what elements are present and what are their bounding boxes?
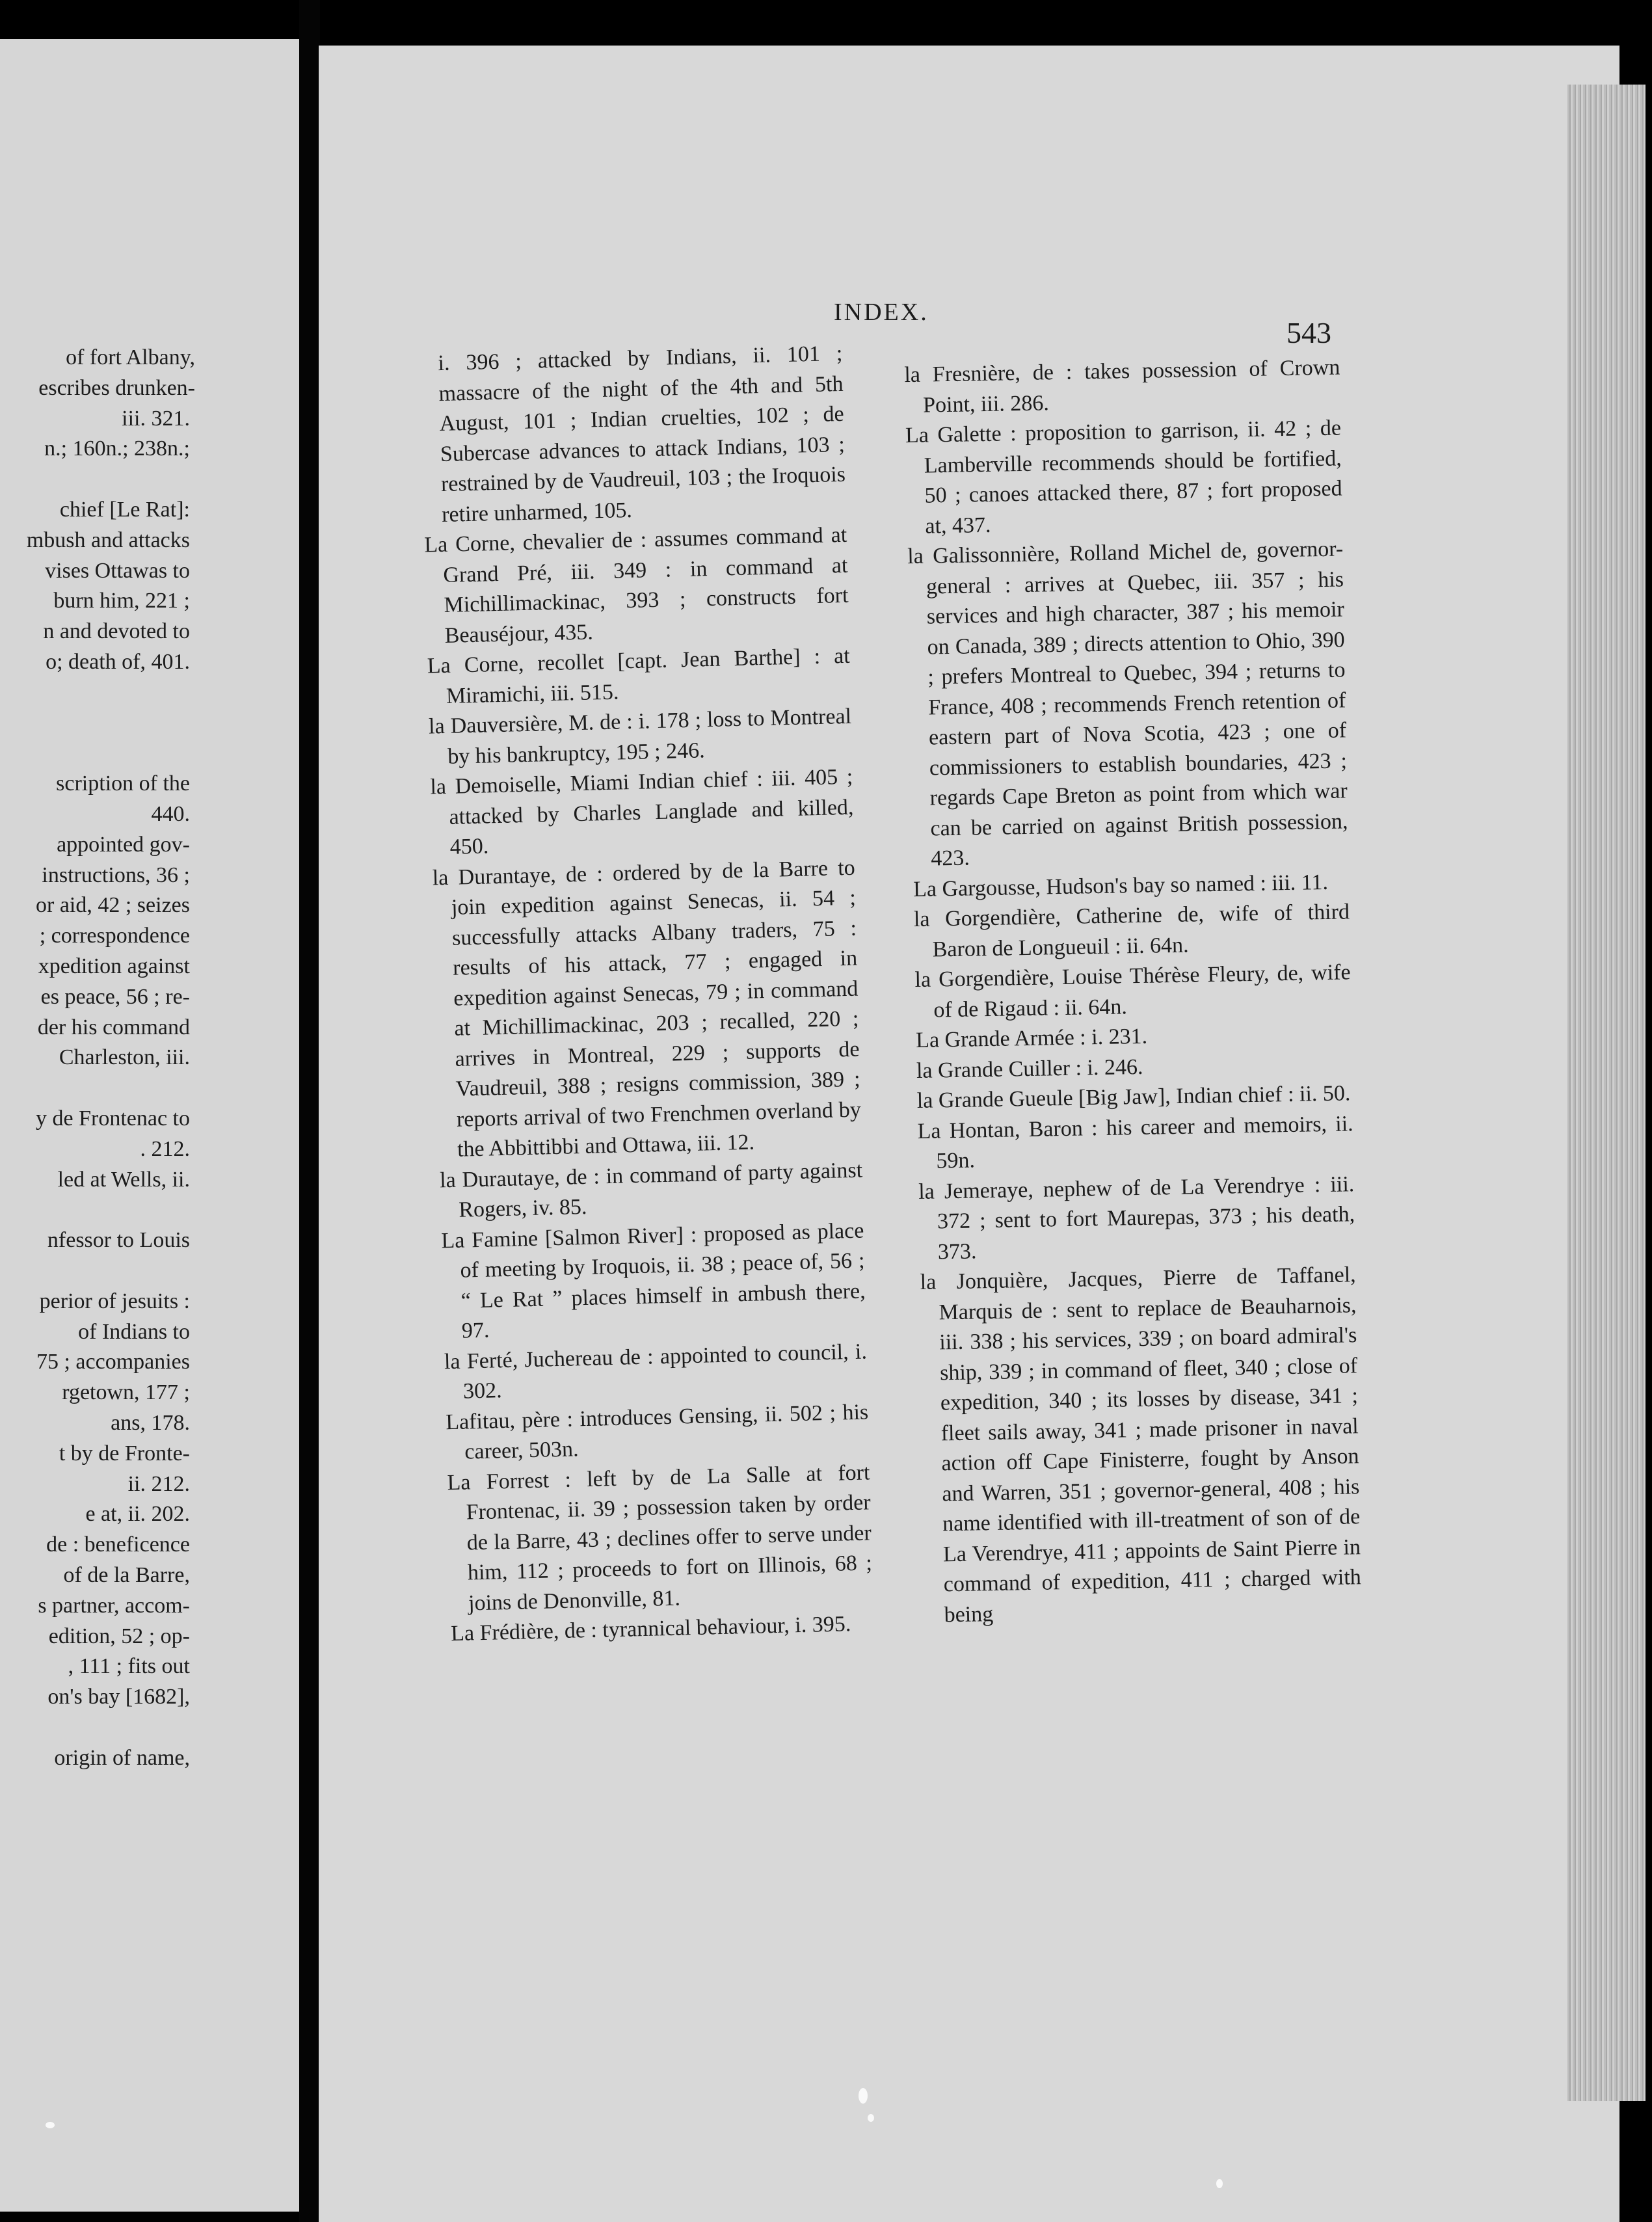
left-page-line: on's bay [1682],: [47, 1685, 190, 1709]
left-page-line: n and devoted to: [43, 619, 190, 644]
index-entry: Lafitau, père : introduces Gensing, ii. 502 ; his career, 503n.: [445, 1399, 869, 1464]
left-page-line: s partner, accom-: [38, 1593, 190, 1618]
left-page-line: n.; 160n.; 238n.;: [44, 436, 190, 461]
left-page-line: nfessor to Louis: [47, 1228, 190, 1253]
left-page-line: Charleston, iii.: [59, 1045, 190, 1070]
left-page-line: t by de Fronte-: [59, 1441, 190, 1466]
left-page-line: 440.: [151, 802, 190, 826]
previous-page-fragment: [0, 39, 299, 2212]
left-page-line: burn him, 221 ;: [53, 589, 190, 613]
left-page-line: iii. 321.: [122, 406, 190, 431]
left-page-line: instructions, 36 ;: [42, 863, 190, 887]
left-page-line: led at Wells, ii.: [57, 1167, 190, 1192]
index-column-left: [387, 339, 874, 1650]
left-page-line: perior of jesuits :: [39, 1289, 190, 1313]
index-entry: La Frédière, de : tyrannical behaviour, i. 395.: [450, 1612, 851, 1646]
index-entry: la Dauversière, M. de : i. 178 ; loss to Montreal by his bankruptcy, 195 ; 246.: [428, 704, 852, 769]
left-page-line: chief [Le Rat]:: [59, 498, 190, 522]
left-page-line: scription of the: [56, 771, 190, 796]
page-number: 543: [1286, 316, 1331, 349]
index-entry: La Forrest : left by de La Salle at fort Frontenac, ii. 39 ; possession taken by order de la Barre, 43 ; declines offer to serve under him, 112 ; proceeds to fort on Illinois, 68 ; joins de Denonville, 81.: [447, 1460, 873, 1616]
left-page-line: . 212.: [140, 1136, 190, 1161]
index-entry: La Hontan, Baron : his career and memoirs, ii. 59n.: [917, 1111, 1353, 1173]
left-page-line: xpedition against: [38, 954, 190, 978]
index-entry: La Grande Armée : i. 231.: [915, 1024, 1148, 1052]
left-page-line: der his command: [37, 1015, 190, 1039]
index-entry: i. 396 ; attacked by Indians, ii. 101 ; massacre of the night of the 4th and 5th August, 101 ; Indian cruelties, 102 ; de Subercase advances to attack Indians, 103 ; restrained by de Vaudreuil, 103 ; the Iroquois retire unharmed, 105.: [438, 341, 846, 527]
index-entry: la Grande Cuiller : i. 246.: [916, 1054, 1143, 1083]
index-entry: La Galette : proposition to garrison, ii. 42 ; de Lamberville recommends should be fortified, 50 ; canoes attacked there, 87 ; fort proposed at, 437.: [905, 416, 1342, 539]
index-entry: La Corne, chevalier de : assumes command at Grand Pré, iii. 349 : in command at Michillimackinac, 393 ; constructs fort Beauséjour, 435.: [423, 522, 849, 648]
index-column-right: [872, 353, 1362, 1631]
left-page-line: ii. 212.: [127, 1471, 190, 1496]
scan-speck: [868, 2114, 874, 2122]
left-page-line: origin of name,: [54, 1745, 190, 1770]
left-page-line: es peace, 56 ; re-: [40, 984, 190, 1009]
left-page-line: of de la Barre,: [63, 1563, 190, 1587]
index-entry: la Gorgendière, Louise Thérèse Fleury, de, wife of de Rigaud : ii. 64n.: [914, 960, 1351, 1022]
left-page-line: of fort Albany,: [66, 345, 195, 369]
left-page-line: rgetown, 177 ;: [62, 1380, 190, 1405]
scan-speck: [46, 2122, 55, 2128]
index-entry: la Gorgendière, Catherine de, wife of third Baron de Longueuil : ii. 64n.: [913, 900, 1350, 961]
left-page-line: de : beneficence: [46, 1533, 190, 1557]
left-page-line: vises Ottawas to: [45, 558, 190, 583]
scan-speck: [1216, 2179, 1223, 2188]
book-gutter: [299, 0, 320, 2222]
index-entry: la Grande Gueule [Big Jaw], Indian chief : ii. 50.: [916, 1081, 1351, 1113]
left-page-line: e at, ii. 202.: [85, 1502, 190, 1527]
left-page-line: appointed gov-: [57, 832, 190, 857]
index-entry: la Jonquière, Jacques, Pierre de Taffanel, Marquis de : sent to replace de Beauharnois, iii. 338 ; his services, 339 ; on board admiral's ship, 339 ; in command of fleet, 340 ; close of expedition, 340 ; its losses by disease, 341 ; fleet sails away, 341 ; made prisoner in naval action off Cape Finisterre, fought by Anson and Warren, 351 ; governor-general, 408 ; his name identified with ill-treatment of son of de La Verendrye, 411 ; appoints de Saint Pierre in command of expedition, 411 ; charged with being: [920, 1263, 1362, 1627]
index-entry: La Famine [Salmon River] : proposed as place of meeting by Iroquois, ii. 38 ; peace of, 56 ; “ Le Rat ” places himself in ambush there, 97.: [441, 1218, 866, 1343]
index-entry: la Jemeraye, nephew of de La Verendrye : iii. 372 ; sent to fort Maurepas, 373 ; his death, 373.: [918, 1171, 1355, 1264]
index-entry: la Durautaye, de : in command of party against Rogers, iv. 85.: [439, 1158, 863, 1222]
left-page-line: ; correspondence: [39, 924, 190, 948]
left-page-line: mbush and attacks: [26, 528, 190, 552]
index-entry: la Durantaye, de : ordered by de la Barre to join expedition against Senecas, ii. 54 ; successfully attacks Albany traders, 75 : results of his attack, 77 ; engaged in expedition against Senecas, 79 ; in command at Michillimackinac, 203 ; recalled, 220 ; arrives in Montreal, 229 ; supports de Vaudreuil, 388 ; resigns commission, 389 ; reports arrival of two Frenchmen overland by the Abbittibbi and Ottawa, iii. 12.: [432, 855, 862, 1162]
scan-speck: [859, 2088, 868, 2104]
left-page-line: or aid, 42 ; seizes: [36, 893, 190, 918]
index-entry: La Corne, recollet [capt. Jean Barthe] : at Miramichi, iii. 515.: [427, 643, 851, 708]
left-page-line: , 111 ; fits out: [68, 1654, 190, 1679]
page-title: INDEX.: [834, 299, 929, 326]
index-entry: la Ferté, Juchereau de : appointed to council, i. 302.: [444, 1339, 868, 1404]
index-entry: la Galissonnière, Rolland Michel de, governor-general : arrives at Quebec, iii. 357 ; his services and high character, 387 ; his memoir on Canada, 389 ; directs attention to Ohio, 390 ; prefers Montreal to Quebec, 394 ; returns to France, 408 ; recommends French retention of eastern part of Nova Scotia, 423 ; one of commissioners to establish boundaries, 423 ; regards Cape Breton as point from which war can be carried on against British possession, 423.: [907, 537, 1348, 871]
left-page-line: o; death of, 401.: [46, 650, 190, 674]
left-page-line: y de Frontenac to: [36, 1106, 190, 1131]
left-page-line: edition, 52 ; op-: [48, 1624, 190, 1648]
index-entry: La Gargousse, Hudson's bay so named : iii. 11.: [913, 870, 1329, 902]
left-page-line: of Indians to: [78, 1319, 190, 1344]
index-entry: la Demoiselle, Miami Indian chief : iii. 405 ; attacked by Charles Langlade and killed, 450.: [429, 764, 854, 859]
page-edges: [1567, 85, 1645, 2101]
index-entry: la Fresnière, de : takes possession of Crown Point, iii. 286.: [904, 355, 1340, 418]
left-page-line: escribes drunken-: [38, 375, 195, 400]
left-page-line: ans, 178.: [111, 1411, 190, 1435]
left-page-line: 75 ; accompanies: [36, 1350, 190, 1374]
